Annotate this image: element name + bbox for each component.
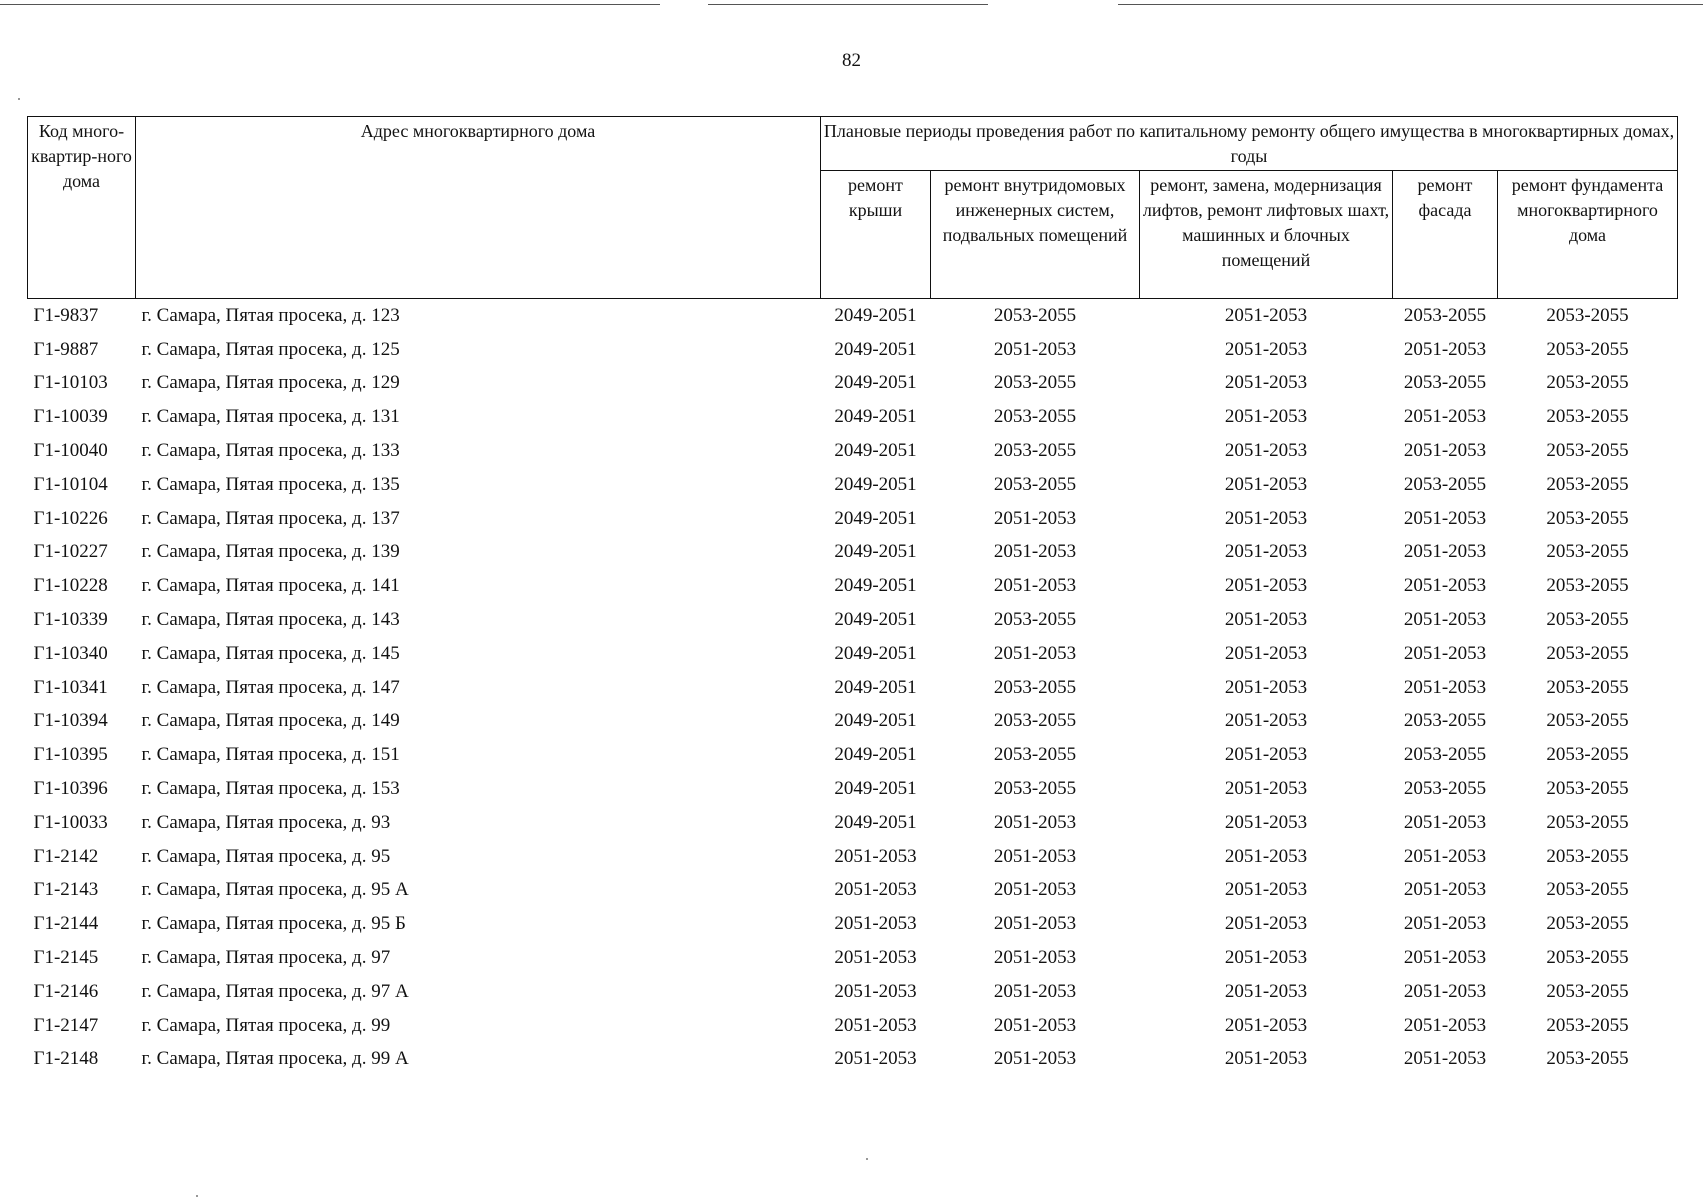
scan-speck xyxy=(18,98,20,100)
table-row xyxy=(28,941,1678,975)
cell-engineering: 2051-2053 xyxy=(993,541,1077,563)
cell-address: г. Самара, Пятая просека, д. 129 xyxy=(141,372,400,394)
cell-roof: 2049-2051 xyxy=(834,575,917,597)
cell-facade: 2051-2053 xyxy=(1403,406,1487,428)
cell-code: Г1-10040 xyxy=(33,440,108,462)
cell-address: г. Самара, Пятая просека, д. 95 Б xyxy=(141,913,406,935)
cell-code: Г1-10033 xyxy=(33,811,108,833)
cell-elevators: 2051-2053 xyxy=(1224,1048,1308,1070)
table-row xyxy=(28,705,1678,739)
cell-facade: 2051-2053 xyxy=(1403,1048,1487,1070)
header-code: Код много-квартир-ного дома xyxy=(28,117,136,299)
cell-engineering: 2053-2055 xyxy=(993,440,1077,462)
cell-foundation: 2053-2055 xyxy=(1546,440,1629,462)
cell-roof: 2051-2053 xyxy=(834,1014,917,1036)
cell-engineering: 2053-2055 xyxy=(993,406,1077,428)
cell-roof: 2049-2051 xyxy=(834,541,917,563)
capital-repair-table xyxy=(27,116,1678,1076)
cell-roof: 2051-2053 xyxy=(834,947,917,969)
table-row xyxy=(28,874,1678,908)
cell-facade: 2051-2053 xyxy=(1403,440,1487,462)
cell-engineering: 2051-2053 xyxy=(993,879,1077,901)
cell-engineering: 2051-2053 xyxy=(993,845,1077,867)
cell-address: г. Самара, Пятая просека, д. 93 xyxy=(141,811,391,833)
table-row xyxy=(28,434,1678,468)
cell-elevators: 2051-2053 xyxy=(1224,406,1308,428)
cell-engineering: 2053-2055 xyxy=(993,778,1077,800)
cell-code: Г1-10228 xyxy=(33,575,108,597)
cell-roof: 2051-2053 xyxy=(834,980,917,1002)
cell-elevators: 2051-2053 xyxy=(1224,338,1308,360)
cell-code: Г1-10341 xyxy=(33,676,108,698)
header-foundation: ремонт фундамента многоквартирного дома xyxy=(1498,171,1678,299)
header-engineering: ремонт внутридомовых инженерных систем, подвальных помещений xyxy=(931,171,1140,299)
cell-engineering: 2053-2055 xyxy=(993,710,1077,732)
cell-address: г. Самара, Пятая просека, д. 147 xyxy=(141,676,400,698)
cell-facade: 2051-2053 xyxy=(1403,609,1487,631)
cell-roof: 2049-2051 xyxy=(834,338,917,360)
cell-engineering: 2051-2053 xyxy=(993,338,1077,360)
cell-elevators: 2051-2053 xyxy=(1224,811,1308,833)
cell-foundation: 2053-2055 xyxy=(1546,304,1629,326)
cell-elevators: 2051-2053 xyxy=(1224,879,1308,901)
cell-code: Г1-10396 xyxy=(33,778,108,800)
cell-code: Г1-2142 xyxy=(33,845,99,867)
cell-foundation: 2053-2055 xyxy=(1546,744,1629,766)
cell-code: Г1-10394 xyxy=(33,710,108,732)
cell-roof: 2049-2051 xyxy=(834,609,917,631)
cell-engineering: 2051-2053 xyxy=(993,575,1077,597)
cell-address: г. Самара, Пятая просека, д. 99 А xyxy=(141,1048,409,1070)
header-address: Адрес многоквартирного дома xyxy=(136,117,821,299)
cell-roof: 2049-2051 xyxy=(834,304,917,326)
cell-foundation: 2053-2055 xyxy=(1546,676,1629,698)
cell-foundation: 2053-2055 xyxy=(1546,947,1629,969)
cell-elevators: 2051-2053 xyxy=(1224,744,1308,766)
cell-foundation: 2053-2055 xyxy=(1546,541,1629,563)
cell-roof: 2051-2053 xyxy=(834,913,917,935)
table-row xyxy=(28,299,1678,333)
cell-address: г. Самара, Пятая просека, д. 125 xyxy=(141,338,400,360)
cell-code: Г1-10339 xyxy=(33,609,108,631)
cell-code: Г1-10395 xyxy=(33,744,108,766)
cell-roof: 2049-2051 xyxy=(834,642,917,664)
cell-roof: 2051-2053 xyxy=(834,1048,917,1070)
cell-facade: 2051-2053 xyxy=(1403,980,1487,1002)
table-row xyxy=(28,468,1678,502)
table-row xyxy=(28,536,1678,570)
cell-elevators: 2051-2053 xyxy=(1224,1014,1308,1036)
cell-code: Г1-2148 xyxy=(33,1048,99,1070)
cell-foundation: 2053-2055 xyxy=(1546,811,1629,833)
cell-address: г. Самара, Пятая просека, д. 95 А xyxy=(141,879,409,901)
cell-engineering: 2051-2053 xyxy=(993,1014,1077,1036)
cell-code: Г1-2143 xyxy=(33,879,99,901)
cell-address: г. Самара, Пятая просека, д. 97 xyxy=(141,947,391,969)
cell-address: г. Самара, Пятая просека, д. 151 xyxy=(141,744,400,766)
cell-elevators: 2051-2053 xyxy=(1224,507,1308,529)
cell-code: Г1-9837 xyxy=(33,304,99,326)
cell-foundation: 2053-2055 xyxy=(1546,338,1629,360)
cell-elevators: 2051-2053 xyxy=(1224,609,1308,631)
cell-roof: 2049-2051 xyxy=(834,710,917,732)
cell-engineering: 2053-2055 xyxy=(993,676,1077,698)
table-row xyxy=(28,400,1678,434)
cell-address: г. Самара, Пятая просека, д. 123 xyxy=(141,304,400,326)
cell-foundation: 2053-2055 xyxy=(1546,845,1629,867)
table-row xyxy=(28,806,1678,840)
cell-elevators: 2051-2053 xyxy=(1224,473,1308,495)
cell-facade: 2051-2053 xyxy=(1403,575,1487,597)
cell-address: г. Самара, Пятая просека, д. 139 xyxy=(141,541,400,563)
cell-code: Г1-10227 xyxy=(33,541,108,563)
cell-engineering: 2053-2055 xyxy=(993,609,1077,631)
table-row xyxy=(28,367,1678,401)
cell-foundation: 2053-2055 xyxy=(1546,980,1629,1002)
cell-roof: 2049-2051 xyxy=(834,440,917,462)
cell-elevators: 2051-2053 xyxy=(1224,710,1308,732)
cell-foundation: 2053-2055 xyxy=(1546,372,1629,394)
cell-roof: 2051-2053 xyxy=(834,879,917,901)
cell-facade: 2051-2053 xyxy=(1403,913,1487,935)
table-row xyxy=(28,569,1678,603)
cell-foundation: 2053-2055 xyxy=(1546,1014,1629,1036)
cell-address: г. Самара, Пятая просека, д. 97 А xyxy=(141,980,409,1002)
cell-engineering: 2053-2055 xyxy=(993,473,1077,495)
cell-facade: 2051-2053 xyxy=(1403,338,1487,360)
table-row xyxy=(28,772,1678,806)
scan-artifact-line xyxy=(1118,4,1703,5)
cell-elevators: 2051-2053 xyxy=(1224,304,1308,326)
cell-code: Г1-2145 xyxy=(33,947,99,969)
cell-address: г. Самара, Пятая просека, д. 131 xyxy=(141,406,400,428)
cell-foundation: 2053-2055 xyxy=(1546,913,1629,935)
cell-elevators: 2051-2053 xyxy=(1224,947,1308,969)
cell-roof: 2049-2051 xyxy=(834,473,917,495)
cell-address: г. Самара, Пятая просека, д. 99 xyxy=(141,1014,391,1036)
cell-facade: 2051-2053 xyxy=(1403,845,1487,867)
cell-facade: 2053-2055 xyxy=(1403,710,1487,732)
cell-elevators: 2051-2053 xyxy=(1224,676,1308,698)
page-number: 82 xyxy=(842,50,861,71)
scan-artifact-line xyxy=(0,4,660,5)
cell-engineering: 2051-2053 xyxy=(993,811,1077,833)
cell-code: Г1-10104 xyxy=(33,473,108,495)
header-elevators: ремонт, замена, модернизация лифтов, ремонт лифтовых шахт, машинных и блочных помещений xyxy=(1140,171,1393,299)
cell-code: Г1-2146 xyxy=(33,980,99,1002)
cell-engineering: 2051-2053 xyxy=(993,913,1077,935)
cell-roof: 2049-2051 xyxy=(834,676,917,698)
table-row xyxy=(28,603,1678,637)
cell-address: г. Самара, Пятая просека, д. 135 xyxy=(141,473,400,495)
scan-speck xyxy=(196,1195,198,1197)
table-row xyxy=(28,502,1678,536)
header-periods-group: Плановые периоды проведения работ по капитальному ремонту общего имущества в многоквартирных домах, годы xyxy=(821,117,1678,171)
cell-address: г. Самара, Пятая просека, д. 145 xyxy=(141,642,400,664)
cell-elevators: 2051-2053 xyxy=(1224,913,1308,935)
cell-foundation: 2053-2055 xyxy=(1546,473,1629,495)
header-roof: ремонт крыши xyxy=(821,171,931,299)
cell-engineering: 2051-2053 xyxy=(993,947,1077,969)
table-row xyxy=(28,975,1678,1009)
cell-elevators: 2051-2053 xyxy=(1224,845,1308,867)
table-row xyxy=(28,738,1678,772)
cell-facade: 2053-2055 xyxy=(1403,744,1487,766)
cell-code: Г1-2147 xyxy=(33,1014,99,1036)
cell-facade: 2053-2055 xyxy=(1403,778,1487,800)
cell-elevators: 2051-2053 xyxy=(1224,541,1308,563)
cell-foundation: 2053-2055 xyxy=(1546,710,1629,732)
cell-facade: 2051-2053 xyxy=(1403,507,1487,529)
cell-facade: 2053-2055 xyxy=(1403,372,1487,394)
cell-address: г. Самара, Пятая просека, д. 141 xyxy=(141,575,400,597)
cell-roof: 2049-2051 xyxy=(834,507,917,529)
cell-foundation: 2053-2055 xyxy=(1546,406,1629,428)
cell-facade: 2051-2053 xyxy=(1403,879,1487,901)
cell-engineering: 2051-2053 xyxy=(993,1048,1077,1070)
cell-foundation: 2053-2055 xyxy=(1546,507,1629,529)
cell-elevators: 2051-2053 xyxy=(1224,778,1308,800)
cell-foundation: 2053-2055 xyxy=(1546,609,1629,631)
cell-engineering: 2053-2055 xyxy=(993,372,1077,394)
table-row xyxy=(28,1009,1678,1043)
table-row xyxy=(28,1043,1678,1077)
cell-facade: 2051-2053 xyxy=(1403,947,1487,969)
cell-engineering: 2053-2055 xyxy=(993,744,1077,766)
cell-facade: 2051-2053 xyxy=(1403,1014,1487,1036)
cell-code: Г1-10340 xyxy=(33,642,108,664)
cell-foundation: 2053-2055 xyxy=(1546,778,1629,800)
cell-roof: 2049-2051 xyxy=(834,778,917,800)
table-row xyxy=(28,671,1678,705)
table-row xyxy=(28,333,1678,367)
cell-roof: 2051-2053 xyxy=(834,845,917,867)
cell-engineering: 2053-2055 xyxy=(993,304,1077,326)
cell-facade: 2051-2053 xyxy=(1403,642,1487,664)
cell-facade: 2051-2053 xyxy=(1403,676,1487,698)
table-body xyxy=(28,299,1678,1077)
cell-address: г. Самара, Пятая просека, д. 95 xyxy=(141,845,391,867)
cell-engineering: 2051-2053 xyxy=(993,507,1077,529)
cell-facade: 2053-2055 xyxy=(1403,473,1487,495)
cell-code: Г1-10103 xyxy=(33,372,108,394)
table-row xyxy=(28,840,1678,874)
table-row xyxy=(28,637,1678,671)
cell-elevators: 2051-2053 xyxy=(1224,575,1308,597)
cell-engineering: 2051-2053 xyxy=(993,642,1077,664)
cell-elevators: 2051-2053 xyxy=(1224,372,1308,394)
scan-speck xyxy=(866,1158,868,1160)
cell-foundation: 2053-2055 xyxy=(1546,879,1629,901)
cell-roof: 2049-2051 xyxy=(834,744,917,766)
cell-elevators: 2051-2053 xyxy=(1224,440,1308,462)
cell-roof: 2049-2051 xyxy=(834,372,917,394)
scan-artifact-line xyxy=(708,4,988,5)
cell-address: г. Самара, Пятая просека, д. 143 xyxy=(141,609,400,631)
cell-facade: 2053-2055 xyxy=(1403,304,1487,326)
cell-foundation: 2053-2055 xyxy=(1546,575,1629,597)
cell-address: г. Самара, Пятая просека, д. 149 xyxy=(141,710,400,732)
cell-engineering: 2051-2053 xyxy=(993,980,1077,1002)
cell-code: Г1-10039 xyxy=(33,406,108,428)
cell-code: Г1-9887 xyxy=(33,338,99,360)
cell-roof: 2049-2051 xyxy=(834,811,917,833)
cell-address: г. Самара, Пятая просека, д. 137 xyxy=(141,507,400,529)
cell-facade: 2051-2053 xyxy=(1403,811,1487,833)
table-row xyxy=(28,907,1678,941)
cell-foundation: 2053-2055 xyxy=(1546,642,1629,664)
header-facade: ремонт фасада xyxy=(1393,171,1498,299)
cell-foundation: 2053-2055 xyxy=(1546,1048,1629,1070)
cell-code: Г1-10226 xyxy=(33,507,108,529)
cell-address: г. Самара, Пятая просека, д. 153 xyxy=(141,778,400,800)
cell-address: г. Самара, Пятая просека, д. 133 xyxy=(141,440,400,462)
cell-elevators: 2051-2053 xyxy=(1224,980,1308,1002)
cell-roof: 2049-2051 xyxy=(834,406,917,428)
cell-code: Г1-2144 xyxy=(33,913,99,935)
cell-facade: 2051-2053 xyxy=(1403,541,1487,563)
cell-elevators: 2051-2053 xyxy=(1224,642,1308,664)
